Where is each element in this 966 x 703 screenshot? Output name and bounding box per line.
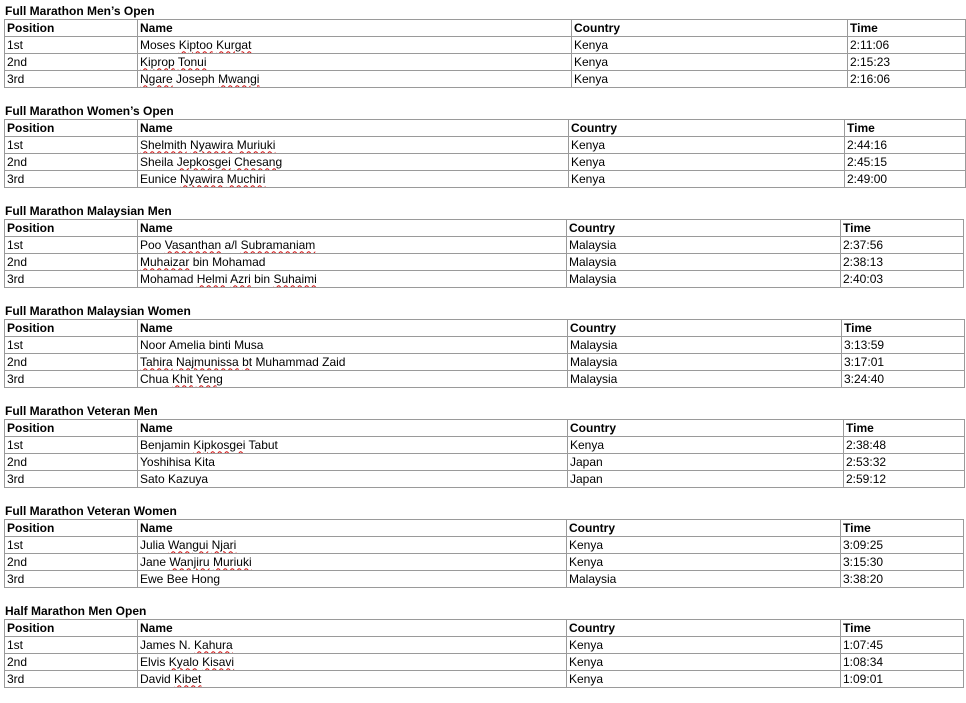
column-header-position: Position bbox=[5, 20, 138, 37]
country-cell: Malaysia bbox=[567, 571, 841, 588]
position-cell: 1st bbox=[5, 637, 138, 654]
position-cell: 2nd bbox=[5, 454, 138, 471]
country-cell: Kenya bbox=[572, 71, 848, 88]
section-title: Full Marathon Men’s Open bbox=[5, 4, 155, 18]
header-row bbox=[5, 320, 965, 337]
position-cell: 2nd bbox=[5, 54, 138, 71]
country-cell: Kenya bbox=[569, 154, 845, 171]
time-cell: 2:40:03 bbox=[841, 271, 964, 288]
table-row bbox=[5, 237, 964, 254]
position-cell: 3rd bbox=[5, 271, 138, 288]
name-word: a/l bbox=[224, 237, 238, 252]
position-cell: 3rd bbox=[5, 671, 138, 688]
section-title: Half Marathon Men Open bbox=[5, 604, 147, 618]
header-row bbox=[5, 520, 964, 537]
name-cell bbox=[138, 454, 568, 471]
country-cell: Malaysia bbox=[567, 271, 841, 288]
column-header-time: Time bbox=[842, 320, 965, 337]
table-row bbox=[5, 71, 966, 88]
name-word: Kazuya bbox=[168, 471, 209, 486]
name-word: Chua bbox=[140, 371, 169, 386]
name-word: Vasanthan bbox=[164, 237, 222, 252]
name-word: Mohamad bbox=[140, 271, 194, 286]
position-cell: 3rd bbox=[5, 71, 138, 88]
country-cell: Kenya bbox=[567, 671, 841, 688]
name-word: Bee bbox=[166, 571, 189, 586]
name-cell bbox=[138, 437, 568, 454]
results-table bbox=[4, 219, 964, 288]
time-cell: 2:45:15 bbox=[845, 154, 966, 171]
name-cell bbox=[138, 71, 572, 88]
name-word: Kisavi bbox=[202, 654, 235, 669]
time-cell: 2:53:32 bbox=[844, 454, 965, 471]
time-cell: 2:59:12 bbox=[844, 471, 965, 488]
results-section bbox=[4, 103, 966, 203]
section-title: Full Marathon Malaysian Women bbox=[5, 304, 191, 318]
table-row bbox=[5, 537, 964, 554]
name-word: Wangui bbox=[168, 537, 209, 552]
name-word: Shelmith bbox=[140, 137, 187, 152]
column-header-position: Position bbox=[5, 420, 138, 437]
column-header-country: Country bbox=[567, 620, 841, 637]
time-cell: 2:38:48 bbox=[844, 437, 965, 454]
name-word: Muhaizar bbox=[140, 254, 190, 269]
column-header-name: Name bbox=[138, 420, 568, 437]
column-header-name: Name bbox=[138, 520, 567, 537]
name-word: Kibet bbox=[174, 671, 202, 686]
time-cell: 3:17:01 bbox=[842, 354, 965, 371]
time-cell: 1:07:45 bbox=[841, 637, 964, 654]
name-cell bbox=[138, 54, 572, 71]
name-word: Jane bbox=[140, 554, 167, 569]
results-section bbox=[4, 503, 966, 603]
column-header-position: Position bbox=[5, 520, 138, 537]
position-cell: 2nd bbox=[5, 554, 138, 571]
column-header-position: Position bbox=[5, 120, 138, 137]
position-cell: 1st bbox=[5, 437, 138, 454]
name-word: Kyalo bbox=[168, 654, 199, 669]
position-cell: 1st bbox=[5, 137, 138, 154]
results-section bbox=[4, 203, 966, 303]
name-word: Elvis bbox=[140, 654, 166, 669]
table-row bbox=[5, 371, 965, 388]
country-cell: Malaysia bbox=[567, 254, 841, 271]
results-table bbox=[4, 519, 964, 588]
name-word: Njari bbox=[211, 537, 237, 552]
time-cell: 3:15:30 bbox=[841, 554, 964, 571]
position-cell: 1st bbox=[5, 37, 138, 54]
column-header-name: Name bbox=[138, 620, 567, 637]
column-header-country: Country bbox=[569, 120, 845, 137]
name-cell bbox=[138, 537, 567, 554]
results-table bbox=[4, 19, 966, 88]
country-cell: Kenya bbox=[572, 54, 848, 71]
results-table bbox=[4, 119, 966, 188]
time-cell: 1:08:34 bbox=[841, 654, 964, 671]
country-cell: Malaysia bbox=[568, 371, 842, 388]
section-title: Full Marathon Veteran Women bbox=[5, 504, 177, 518]
name-cell bbox=[138, 271, 567, 288]
country-cell: Kenya bbox=[569, 137, 845, 154]
country-cell: Kenya bbox=[567, 554, 841, 571]
name-word: Kita bbox=[194, 454, 215, 469]
table-row bbox=[5, 54, 966, 71]
name-word: bin bbox=[192, 254, 209, 269]
name-cell bbox=[138, 671, 567, 688]
name-word: binti bbox=[208, 337, 231, 352]
name-word: Khit bbox=[172, 371, 193, 386]
name-word: Sato bbox=[140, 471, 165, 486]
name-word: Najmunissa bbox=[176, 354, 239, 369]
column-header-country: Country bbox=[568, 320, 842, 337]
country-cell: Japan bbox=[568, 471, 844, 488]
name-word: Zaid bbox=[322, 354, 346, 369]
table-row bbox=[5, 471, 965, 488]
table-row bbox=[5, 454, 965, 471]
time-cell: 3:24:40 bbox=[842, 371, 965, 388]
name-word: Muriuki bbox=[236, 137, 276, 152]
name-word: Tahira bbox=[140, 354, 173, 369]
name-word: Kiptoo bbox=[178, 37, 213, 52]
position-cell: 3rd bbox=[5, 571, 138, 588]
name-word: Muhammad bbox=[255, 354, 319, 369]
column-header-position: Position bbox=[5, 620, 138, 637]
country-cell: Kenya bbox=[569, 171, 845, 188]
time-cell: 3:38:20 bbox=[841, 571, 964, 588]
name-word: Muriuki bbox=[212, 554, 252, 569]
country-cell: Japan bbox=[568, 454, 844, 471]
time-cell: 2:37:56 bbox=[841, 237, 964, 254]
name-word: Kurgat bbox=[216, 37, 252, 52]
position-cell: 2nd bbox=[5, 654, 138, 671]
name-word: Ewe bbox=[140, 571, 164, 586]
name-word: Nyawira bbox=[190, 137, 234, 152]
name-word: Subramaniam bbox=[240, 237, 316, 252]
time-cell: 3:13:59 bbox=[842, 337, 965, 354]
name-word: Sheila bbox=[140, 154, 174, 169]
header-row bbox=[5, 620, 964, 637]
name-word: Musa bbox=[234, 337, 264, 352]
country-cell: Kenya bbox=[567, 537, 841, 554]
table-row bbox=[5, 254, 964, 271]
time-cell: 2:11:06 bbox=[848, 37, 966, 54]
name-word: Amelia bbox=[168, 337, 206, 352]
results-table bbox=[4, 619, 964, 688]
table-row bbox=[5, 554, 964, 571]
position-cell: 3rd bbox=[5, 371, 138, 388]
table-row bbox=[5, 154, 966, 171]
country-cell: Kenya bbox=[567, 654, 841, 671]
time-cell: 2:44:16 bbox=[845, 137, 966, 154]
column-header-time: Time bbox=[848, 20, 966, 37]
column-header-time: Time bbox=[844, 420, 965, 437]
name-cell bbox=[138, 337, 568, 354]
column-header-name: Name bbox=[138, 320, 568, 337]
country-cell: Malaysia bbox=[567, 237, 841, 254]
name-cell bbox=[138, 137, 569, 154]
time-cell: 2:38:13 bbox=[841, 254, 964, 271]
name-word: Jepkosgei bbox=[176, 154, 231, 169]
name-word: Tonui bbox=[177, 54, 207, 69]
column-header-country: Country bbox=[572, 20, 848, 37]
name-cell bbox=[138, 171, 569, 188]
table-row bbox=[5, 137, 966, 154]
column-header-position: Position bbox=[5, 320, 138, 337]
time-cell: 2:16:06 bbox=[848, 71, 966, 88]
section-title: Full Marathon Women’s Open bbox=[5, 104, 174, 118]
name-word: Mwangi bbox=[218, 71, 260, 86]
table-row bbox=[5, 637, 964, 654]
section-title: Full Marathon Veteran Men bbox=[5, 404, 158, 418]
name-word: Helmi bbox=[196, 271, 228, 286]
table-row bbox=[5, 654, 964, 671]
name-word: Nyawira bbox=[180, 171, 224, 186]
name-cell bbox=[138, 571, 567, 588]
column-header-country: Country bbox=[567, 220, 841, 237]
name-cell bbox=[138, 471, 568, 488]
name-cell bbox=[138, 37, 572, 54]
position-cell: 2nd bbox=[5, 154, 138, 171]
column-header-time: Time bbox=[845, 120, 966, 137]
name-cell bbox=[138, 154, 569, 171]
name-cell bbox=[138, 554, 567, 571]
name-word: Wanjiru bbox=[169, 554, 210, 569]
table-row bbox=[5, 671, 964, 688]
country-cell: Kenya bbox=[572, 37, 848, 54]
table-row bbox=[5, 171, 966, 188]
time-cell: 2:49:00 bbox=[845, 171, 966, 188]
name-word: Ngare bbox=[140, 71, 173, 86]
table-row bbox=[5, 271, 964, 288]
column-header-name: Name bbox=[138, 220, 567, 237]
name-word: Kahura bbox=[194, 637, 233, 652]
results-section bbox=[4, 403, 966, 503]
name-word: Poo bbox=[140, 237, 162, 252]
name-word: Mohamad bbox=[212, 254, 266, 269]
name-word: Chesang bbox=[234, 154, 283, 169]
time-cell: 2:15:23 bbox=[848, 54, 966, 71]
name-word: Tabut bbox=[248, 437, 278, 452]
position-cell: 2nd bbox=[5, 254, 138, 271]
column-header-country: Country bbox=[567, 520, 841, 537]
name-word: Azri bbox=[230, 271, 251, 286]
name-word: Kipkosgei bbox=[193, 437, 246, 452]
name-word: N. bbox=[178, 637, 191, 652]
name-word: Benjamin bbox=[140, 437, 191, 452]
header-row bbox=[5, 220, 964, 237]
position-cell: 1st bbox=[5, 337, 138, 354]
name-word: bt bbox=[242, 354, 253, 369]
column-header-position: Position bbox=[5, 220, 138, 237]
column-header-name: Name bbox=[138, 120, 569, 137]
name-word: Yoshihisa bbox=[140, 454, 191, 469]
name-word: David bbox=[140, 671, 171, 686]
name-cell bbox=[138, 237, 567, 254]
table-row bbox=[5, 571, 964, 588]
table-row bbox=[5, 337, 965, 354]
header-row bbox=[5, 420, 965, 437]
header-row bbox=[5, 20, 966, 37]
name-cell bbox=[138, 637, 567, 654]
results-section bbox=[4, 303, 966, 403]
name-word: Moses bbox=[140, 37, 176, 52]
position-cell: 1st bbox=[5, 537, 138, 554]
time-cell: 3:09:25 bbox=[841, 537, 964, 554]
header-row bbox=[5, 120, 966, 137]
country-cell: Kenya bbox=[568, 437, 844, 454]
name-word: Kiprop bbox=[140, 54, 175, 69]
name-word: James bbox=[140, 637, 176, 652]
table-row bbox=[5, 354, 965, 371]
position-cell: 3rd bbox=[5, 471, 138, 488]
column-header-time: Time bbox=[841, 520, 964, 537]
results-document bbox=[4, 3, 966, 703]
table-row bbox=[5, 437, 965, 454]
column-header-country: Country bbox=[568, 420, 844, 437]
column-header-time: Time bbox=[841, 620, 964, 637]
country-cell: Kenya bbox=[567, 637, 841, 654]
name-cell bbox=[138, 354, 568, 371]
results-section bbox=[4, 3, 966, 103]
name-word: Eunice bbox=[140, 171, 177, 186]
name-cell bbox=[138, 654, 567, 671]
time-cell: 1:09:01 bbox=[841, 671, 964, 688]
results-table bbox=[4, 319, 965, 388]
section-title: Full Marathon Malaysian Men bbox=[5, 204, 172, 218]
name-cell bbox=[138, 371, 568, 388]
position-cell: 2nd bbox=[5, 354, 138, 371]
country-cell: Malaysia bbox=[568, 337, 842, 354]
country-cell: Malaysia bbox=[568, 354, 842, 371]
results-table bbox=[4, 419, 965, 488]
name-word: Noor bbox=[140, 337, 167, 352]
column-header-name: Name bbox=[138, 20, 572, 37]
position-cell: 3rd bbox=[5, 171, 138, 188]
name-word: Hong bbox=[191, 571, 221, 586]
table-row bbox=[5, 37, 966, 54]
name-word: Muchiri bbox=[226, 171, 266, 186]
name-word: Julia bbox=[140, 537, 165, 552]
name-word: bin bbox=[254, 271, 271, 286]
name-cell bbox=[138, 254, 567, 271]
results-section bbox=[4, 603, 966, 703]
position-cell: 1st bbox=[5, 237, 138, 254]
name-word: Suhaimi bbox=[273, 271, 317, 286]
name-word: Yeng bbox=[195, 371, 223, 386]
column-header-time: Time bbox=[841, 220, 964, 237]
name-word: Joseph bbox=[176, 71, 215, 86]
